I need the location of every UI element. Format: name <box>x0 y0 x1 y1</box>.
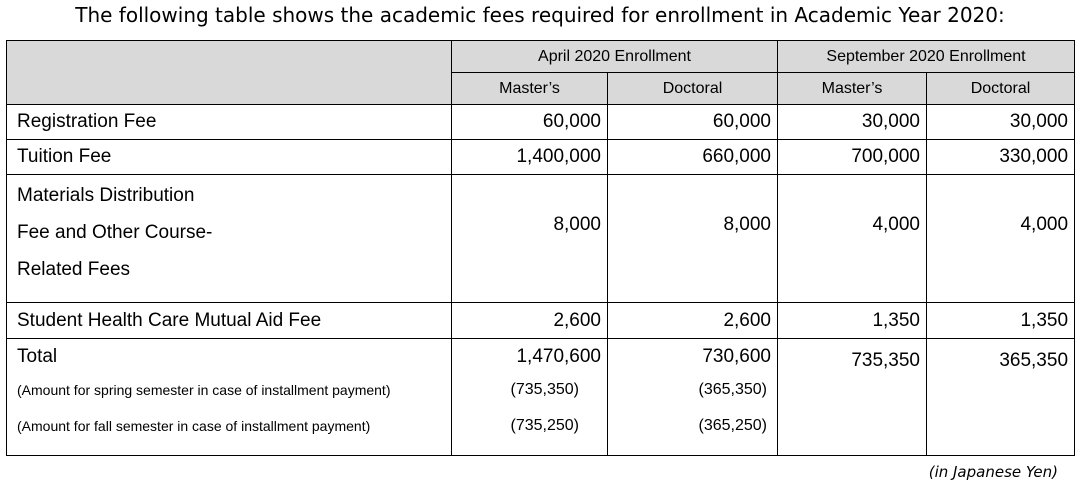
row-label-fall-installment: (Amount for fall semester in case of installment payment) <box>17 418 371 434</box>
total-april-doctoral-group <box>608 339 778 456</box>
materials-label-line-3: Related Fees <box>17 259 131 280</box>
row-label-spring-installment: (Amount for spring semester in case of installment payment) <box>17 382 391 398</box>
table-row-tuition-fee <box>7 140 1075 175</box>
table-row-registration-fee <box>7 105 1075 140</box>
value-april-masters: 2,600 <box>452 303 608 339</box>
value-fall-april-doctoral: (365,250) <box>698 417 767 434</box>
value-total-september-masters: 735,350 <box>778 339 927 456</box>
value-total-april-doctoral: 730,600 <box>702 346 771 367</box>
header-april-doctoral: Doctoral <box>608 73 778 105</box>
value-fall-april-masters: (735,250) <box>510 417 579 434</box>
table-row-total <box>7 339 1075 456</box>
value-september-doctoral: 30,000 <box>927 105 1075 140</box>
value-april-doctoral: 660,000 <box>608 140 778 175</box>
row-label-total-group <box>7 339 452 456</box>
value-september-masters: 1,350 <box>778 303 927 339</box>
row-label-tuition-fee: Tuition Fee <box>7 140 452 175</box>
materials-label-line-1: Materials Distribution <box>17 185 195 206</box>
value-september-masters: 4,000 <box>778 175 927 303</box>
header-april-enrollment: April 2020 Enrollment <box>452 41 778 73</box>
value-april-masters: 8,000 <box>452 175 608 303</box>
header-row-enrollment <box>7 41 1075 73</box>
value-april-masters: 1,400,000 <box>452 140 608 175</box>
materials-label-line-2: Fee and Other Course- <box>17 222 213 243</box>
header-september-enrollment: September 2020 Enrollment <box>778 41 1075 73</box>
header-september-masters: Master’s <box>778 73 927 105</box>
row-label-materials-fee <box>7 175 452 303</box>
value-spring-april-doctoral: (365,350) <box>698 381 767 398</box>
table-row-materials-fee <box>7 175 1075 303</box>
header-april-masters: Master’s <box>452 73 608 105</box>
value-total-april-masters: 1,470,600 <box>516 346 601 367</box>
value-september-masters: 30,000 <box>778 105 927 140</box>
value-april-doctoral: 60,000 <box>608 105 778 140</box>
value-spring-april-masters: (735,350) <box>510 381 579 398</box>
value-april-masters: 60,000 <box>452 105 608 140</box>
value-september-doctoral: 330,000 <box>927 140 1075 175</box>
value-september-doctoral: 4,000 <box>927 175 1075 303</box>
table-caption: The following table shows the academic fees required for enrollment in Academic Year 2020: <box>75 3 1005 27</box>
header-september-doctoral: Doctoral <box>927 73 1075 105</box>
value-april-doctoral: 2,600 <box>608 303 778 339</box>
total-april-masters-group <box>452 339 608 456</box>
value-total-september-doctoral: 365,350 <box>927 339 1075 456</box>
value-september-masters: 700,000 <box>778 140 927 175</box>
currency-footnote: (in Japanese Yen) <box>928 463 1058 481</box>
row-label-registration-fee: Registration Fee <box>7 105 452 140</box>
table-row-health-care-fee <box>7 303 1075 339</box>
value-april-doctoral: 8,000 <box>608 175 778 303</box>
row-label-health-care-fee: Student Health Care Mutual Aid Fee <box>7 303 452 339</box>
row-label-total: Total <box>17 346 58 367</box>
value-september-doctoral: 1,350 <box>927 303 1075 339</box>
academic-fees-table <box>6 40 1075 456</box>
header-blank-cell <box>7 41 452 105</box>
